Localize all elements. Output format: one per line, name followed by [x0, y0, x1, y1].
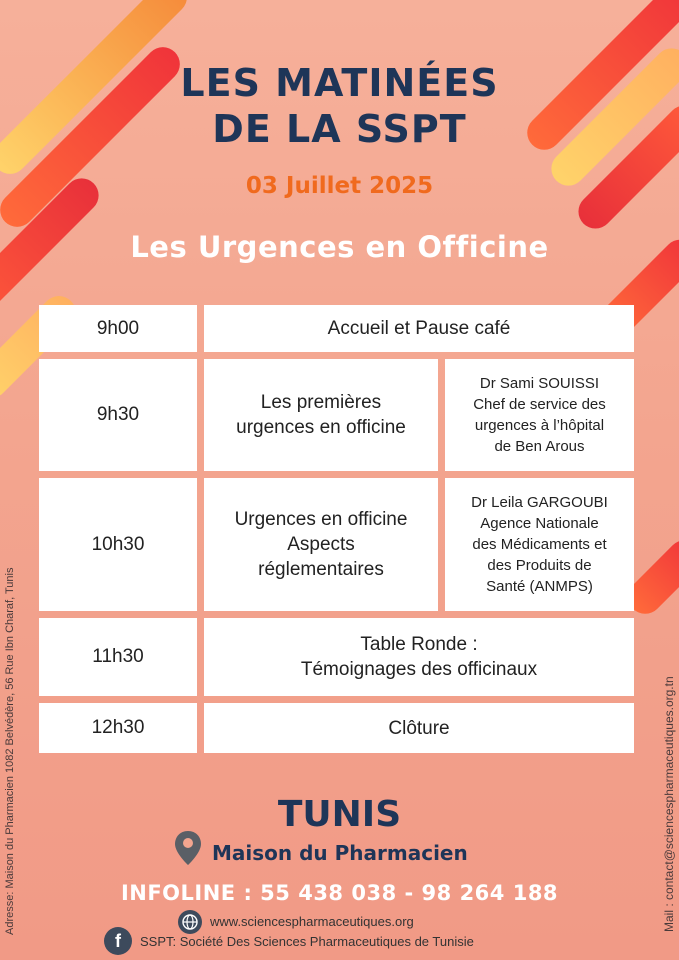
city-name: TUNIS	[277, 794, 402, 835]
facebook-icon: f	[104, 927, 132, 955]
row-4-topic-line: Table Ronde :	[360, 634, 478, 655]
row-5-time: 12h30	[39, 703, 197, 753]
row-3-speaker	[445, 478, 634, 611]
speaker-line: Agence Nationale	[480, 515, 599, 532]
row-3-topic-line: réglementaires	[258, 559, 384, 580]
website-link[interactable]: www.sciencespharmaceutiques.org	[210, 914, 414, 929]
address-text: Adresse: Maison du Pharmacien 1082 Belvédère, 56 Rue Ibn Charaf, Tunis	[4, 567, 16, 935]
speaker-line: des Produits de	[487, 557, 592, 574]
row-1-time: 9h00	[39, 305, 197, 352]
speaker-line: Chef de service des	[473, 396, 606, 413]
speaker-line: des Médicaments et	[472, 536, 607, 553]
infoline: INFOLINE : 55 438 038 - 98 264 188	[120, 881, 559, 905]
row-1-topic: Accueil et Pause café	[204, 305, 634, 352]
row-2-topic-line: Les premières	[260, 392, 382, 413]
facebook-page[interactable]: SSPT: Société Des Sciences Pharmaceutiques de Tunisie	[140, 934, 474, 949]
row-4-topic-line: Témoignages des officinaux	[300, 659, 538, 680]
row-4-time: 11h30	[39, 618, 197, 696]
row-2-speaker	[445, 359, 634, 471]
event-subtitle: Les Urgences en Officine	[130, 230, 549, 264]
row-3-time: 10h30	[39, 478, 197, 611]
row-4-topic	[204, 618, 634, 696]
event-title	[0, 60, 679, 152]
title-line-2: DE LA SSPT	[212, 107, 467, 151]
row-3-topic-line: Aspects	[287, 534, 355, 555]
title-line-1: LES MATINÉES	[180, 61, 499, 105]
globe-icon	[178, 910, 202, 934]
row-3-topic-line: Urgences en officine	[234, 509, 408, 530]
row-2-time: 9h30	[39, 359, 197, 471]
row-5-topic: Clôture	[204, 703, 634, 753]
row-2-topic-line: urgences en officine	[236, 417, 406, 438]
speaker-line: Dr Leila GARGOUBI	[471, 494, 608, 511]
speaker-line: urgences à l’hôpital	[474, 417, 605, 434]
event-date: 03 Juillet 2025	[245, 173, 434, 199]
location-pin-icon	[174, 830, 202, 866]
venue-name: Maison du Pharmacien	[212, 841, 468, 865]
row-3-topic	[204, 478, 438, 611]
speaker-line: Dr Sami SOUISSI	[479, 375, 600, 392]
speaker-line: de Ben Arous	[494, 438, 585, 455]
row-2-topic	[204, 359, 438, 471]
mail-text: Mail : contact@sciencespharmaceutiques.org.tn	[662, 676, 676, 932]
speaker-line: Santé (ANMPS)	[486, 578, 593, 595]
